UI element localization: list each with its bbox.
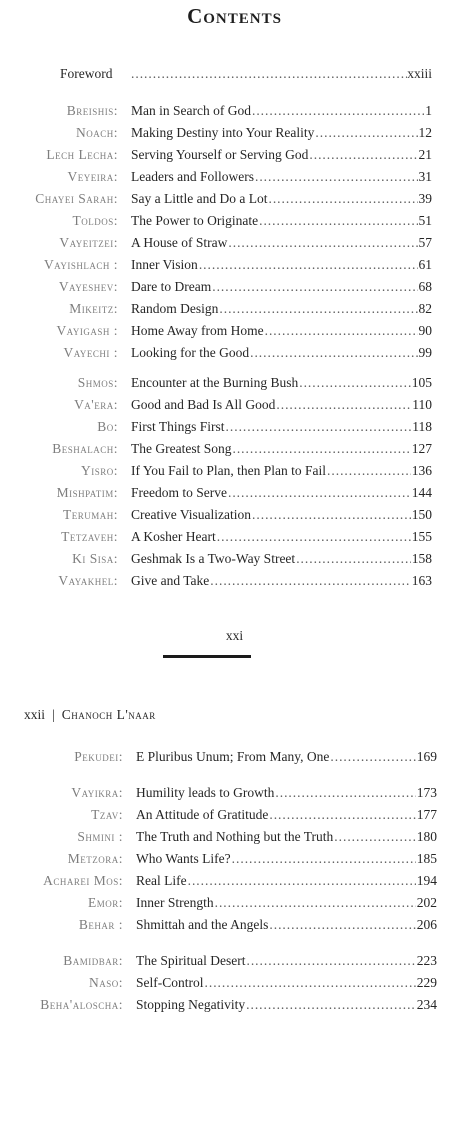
toc-row (0, 462, 432, 480)
chapter-title: Leaders and Followers (131, 169, 254, 184)
toc-entry (136, 974, 437, 992)
parsha-name: Pekudei: (74, 749, 123, 764)
chapter-title: An Attitude of Gratitude (136, 807, 269, 822)
dot-leader (315, 124, 417, 142)
parsha-name: Va'era: (74, 397, 118, 412)
toc-entry (136, 828, 437, 846)
toc-entry (131, 572, 432, 590)
dot-leader (255, 168, 418, 186)
chapter-page-number: 61 (418, 257, 432, 272)
chapter-title: Dare to Dream (131, 279, 212, 294)
chapter-title: Who Wants Life? (136, 851, 231, 866)
toc-row (0, 828, 437, 846)
toc-entry (131, 484, 432, 502)
parsha-name: Veyeira: (67, 169, 118, 184)
toc-entry (131, 418, 432, 436)
parsha-name: Lech Lecha: (46, 147, 118, 162)
parsha-name: Vayeshev: (58, 279, 118, 294)
chapter-page-number: 39 (418, 191, 432, 206)
foreword-page: xxiii (407, 66, 432, 81)
chapter-title: A Kosher Heart (131, 529, 216, 544)
toc-row (0, 850, 437, 868)
toc-entry (131, 322, 432, 340)
parsha-name: Breishis: (66, 103, 118, 118)
chapter-title: Man in Search of God (131, 103, 251, 118)
page-divider (163, 655, 251, 658)
toc-row (0, 974, 437, 992)
foreword-label: Foreword (60, 66, 113, 81)
toc-entry (131, 374, 432, 392)
dot-leader (215, 894, 416, 912)
toc-entry (131, 212, 432, 230)
toc-entry (136, 850, 437, 868)
page-number: xxi (225, 628, 244, 643)
dot-leader (228, 484, 411, 502)
toc-row (0, 256, 432, 274)
chapter-title: Encounter at the Burning Bush (131, 375, 299, 390)
toc-row (0, 234, 432, 252)
chapter-page-number: 180 (416, 829, 437, 844)
chapter-title: Random Design (131, 301, 219, 316)
chapter-title: Looking for the Good (131, 345, 250, 360)
chapter-page-number: 169 (416, 749, 437, 764)
toc-row (0, 146, 432, 164)
toc-entry (131, 440, 432, 458)
chapter-title: If You Fail to Plan, then Plan to Fail (131, 463, 327, 478)
toc-row (0, 996, 437, 1014)
parsha-name: Vayakhel: (58, 573, 118, 588)
toc-row (0, 916, 437, 934)
running-head-page: xxii (24, 707, 46, 722)
parsha-name: Vayikra: (71, 785, 123, 800)
toc-row (0, 528, 432, 546)
chapter-title: Stopping Negativity (136, 997, 246, 1012)
toc-entry (131, 190, 432, 208)
toc-row (0, 344, 432, 362)
running-head-separator: | (52, 707, 55, 722)
chapter-title: Inner Vision (131, 257, 198, 272)
chapter-title: Freedom to Serve (131, 485, 227, 500)
dot-leader (188, 872, 416, 890)
dot-leader (269, 806, 415, 824)
dot-leader (232, 440, 410, 458)
parsha-name: Yisro: (80, 463, 118, 478)
dot-leader (309, 146, 417, 164)
chapter-page-number: 1 (425, 103, 432, 118)
dot-leader (232, 850, 416, 868)
chapter-page-number: 158 (411, 551, 432, 566)
dot-leader (246, 996, 416, 1014)
running-head (24, 707, 156, 723)
dot-leader (269, 916, 415, 934)
chapter-page-number: 194 (416, 873, 437, 888)
dot-leader (252, 506, 411, 524)
chapter-page-number: 177 (416, 807, 437, 822)
chapter-page-number: 110 (412, 397, 432, 412)
toc-entry (136, 894, 437, 912)
parsha-name: Noach: (75, 125, 118, 140)
chapter-title: Making Destiny into Your Reality (131, 125, 315, 140)
chapter-page-number: 136 (411, 463, 432, 478)
chapter-title: Geshmak Is a Two-Way Street (131, 551, 296, 566)
chapter-title: Creative Visualization (131, 507, 252, 522)
page-title: Contents (187, 4, 282, 28)
chapter-page-number: 90 (418, 323, 432, 338)
parsha-name: Behar : (78, 917, 123, 932)
parsha-name: Terumah: (63, 507, 118, 522)
chapter-page-number: 105 (411, 375, 432, 390)
dot-leader (205, 974, 416, 992)
toc-row (0, 212, 432, 230)
toc-row (0, 190, 432, 208)
parsha-name: Beha'aloscha: (40, 997, 123, 1012)
parsha-name: Shmos: (77, 375, 118, 390)
parsha-name: Toldos: (72, 213, 118, 228)
parsha-name: Beshalach: (52, 441, 118, 456)
chapter-page-number: 206 (416, 917, 437, 932)
parsha-name: Chayei Sarah: (35, 191, 118, 206)
toc-row (0, 168, 432, 186)
chapter-page-number: 99 (418, 345, 432, 360)
parsha-name: Vayishlach : (43, 257, 118, 272)
toc-row (0, 484, 432, 502)
chapter-title: The Spiritual Desert (136, 953, 246, 968)
toc-entry (131, 550, 432, 568)
toc-entry (131, 528, 432, 546)
parsha-name: Shmini : (77, 829, 123, 844)
toc-row (0, 550, 432, 568)
dot-leader (276, 396, 411, 414)
toc-row (0, 748, 437, 766)
toc-entry (131, 300, 432, 318)
contents-page-2 (0, 662, 469, 1134)
toc-entry (136, 748, 437, 766)
dot-leader (268, 190, 417, 208)
chapter-title: A House of Straw (131, 235, 228, 250)
chapter-title: Real Life (136, 873, 187, 888)
dot-leader (217, 528, 411, 546)
toc-entry (131, 506, 432, 524)
dot-leader (246, 952, 415, 970)
toc-row (0, 872, 437, 890)
chapter-page-number: 57 (418, 235, 432, 250)
toc-row (0, 952, 437, 970)
toc-entry (131, 462, 432, 480)
toc-entry (136, 916, 437, 934)
dot-leader (259, 212, 417, 230)
dot-leader (210, 572, 410, 590)
chapter-page-number: 82 (418, 301, 432, 316)
parsha-name: Vayechi : (63, 345, 118, 360)
parsha-name: Mikeitz: (69, 301, 118, 316)
chapter-title: The Greatest Song (131, 441, 232, 456)
chapter-page-number: 155 (411, 529, 432, 544)
chapter-page-number: 163 (411, 573, 432, 588)
chapter-page-number: 234 (416, 997, 437, 1012)
toc-row (0, 300, 432, 318)
chapter-title: Say a Little and Do a Lot (131, 191, 268, 206)
toc-row (0, 440, 432, 458)
chapter-title: Inner Strength (136, 895, 214, 910)
toc-entry (131, 146, 432, 164)
toc-entry (131, 344, 432, 362)
toc-entry (131, 102, 432, 120)
chapter-title: The Power to Originate (131, 213, 259, 228)
dot-leader (131, 66, 407, 82)
chapter-page-number: 68 (418, 279, 432, 294)
chapter-page-number: 118 (412, 419, 432, 434)
chapter-page-number: 185 (416, 851, 437, 866)
dot-leader (334, 828, 415, 846)
chapter-title: Serving Yourself or Serving God (131, 147, 309, 162)
dot-leader (327, 462, 411, 480)
toc-row (0, 322, 432, 340)
chapter-page-number: 202 (416, 895, 437, 910)
dot-leader (296, 550, 411, 568)
parsha-name: Vayeitzei: (59, 235, 118, 250)
dot-leader (228, 234, 417, 252)
chapter-page-number: 150 (411, 507, 432, 522)
chapter-title: Shmittah and the Angels (136, 917, 269, 932)
toc-entry (131, 124, 432, 142)
chapter-title: The Truth and Nothing but the Truth (136, 829, 334, 844)
toc-entry (136, 872, 437, 890)
dot-leader (330, 748, 415, 766)
toc-row (0, 102, 432, 120)
parsha-name: Ki Sisa: (72, 551, 118, 566)
foreword-entry (131, 66, 432, 82)
chapter-title: Home Away from Home (131, 323, 264, 338)
toc-row (0, 894, 437, 912)
parsha-name: Bamidbar: (63, 953, 123, 968)
chapter-page-number: 229 (416, 975, 437, 990)
toc-row (0, 784, 437, 802)
toc-entry (136, 784, 437, 802)
chapter-title: Give and Take (131, 573, 210, 588)
running-head-book-title: Chanoch L'naar (61, 707, 156, 722)
chapter-page-number: 51 (418, 213, 432, 228)
toc-row (0, 506, 432, 524)
parsha-name: Tzav: (91, 807, 123, 822)
toc-row (0, 572, 432, 590)
parsha-name: Emor: (87, 895, 123, 910)
parsha-name: Acharei Mos: (43, 873, 123, 888)
dot-leader (299, 374, 411, 392)
chapter-page-number: 12 (418, 125, 432, 140)
toc-entry (136, 996, 437, 1014)
toc-row (0, 374, 432, 392)
dot-leader (265, 322, 418, 340)
dot-leader (250, 344, 417, 362)
toc-entry (131, 256, 432, 274)
chapter-title: Self-Control (136, 975, 204, 990)
toc-row (0, 806, 437, 824)
dot-leader (275, 784, 415, 802)
toc-entry (131, 396, 432, 414)
toc-entry (136, 806, 437, 824)
chapter-page-number: 223 (416, 953, 437, 968)
toc-row (0, 418, 432, 436)
toc-entry (131, 168, 432, 186)
toc-row (0, 124, 432, 142)
chapter-page-number: 173 (416, 785, 437, 800)
chapter-title: Humility leads to Growth (136, 785, 275, 800)
parsha-name: Mishpatim: (56, 485, 118, 500)
dot-leader (219, 300, 417, 318)
dot-leader (199, 256, 418, 274)
chapter-page-number: 21 (418, 147, 432, 162)
toc-row (0, 278, 432, 296)
chapter-page-number: 31 (418, 169, 432, 184)
chapter-title: E Pluribus Unum; From Many, One (136, 749, 330, 764)
toc-entry (136, 952, 437, 970)
dot-leader (212, 278, 417, 296)
parsha-name: Vayigash : (56, 323, 118, 338)
chapter-page-number: 127 (411, 441, 432, 456)
parsha-name: Tetzaveh: (61, 529, 118, 544)
chapter-page-number: 144 (411, 485, 432, 500)
chapter-title: Good and Bad Is All Good (131, 397, 276, 412)
toc-row (0, 396, 432, 414)
dot-leader (226, 418, 412, 436)
toc-entry (131, 234, 432, 252)
toc-entry (131, 278, 432, 296)
dot-leader (252, 102, 424, 120)
chapter-title: First Things First (131, 419, 225, 434)
parsha-name: Bo: (97, 419, 118, 434)
parsha-name: Naso: (88, 975, 123, 990)
parsha-name: Metzora: (67, 851, 123, 866)
